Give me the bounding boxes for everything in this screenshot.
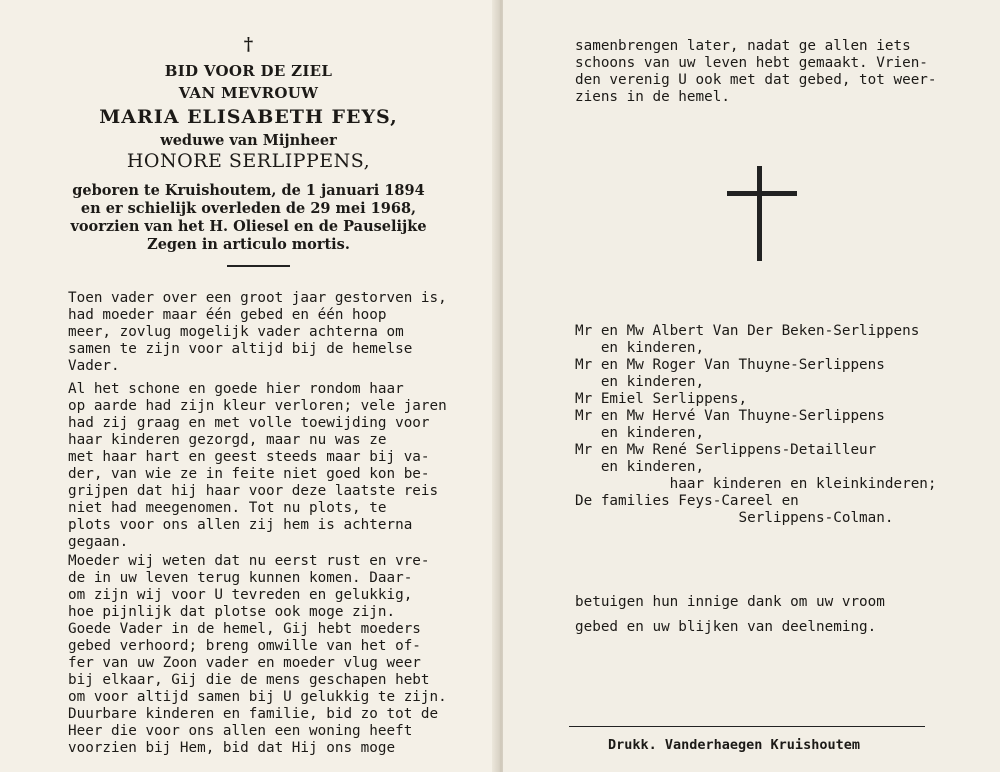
articulo-line: Zegen in articulo mortis. [147, 236, 350, 253]
family-list: Mr en Mw Albert Van Der Beken-Serlippens en kinderen, Mr en Mw Roger Van Thuyne-Serlippens en kinderen, Mr Emiel Serlippens, Mr en Mw Hervé Van Thuyne-Serlippens en kinderen, Mr en Mw René Serlippens-Detailleur en kinderen, haar kinderen en kleinkinderen; De families Feys-Careel en Serlippens-Colman. [575, 323, 937, 526]
heading-line-1: BID VOOR DE ZIEL [164, 62, 333, 80]
divider [227, 265, 290, 267]
birth-line: geboren te Kruishoutem, de 1 januari 1894 [72, 182, 425, 199]
thanks-text: betuigen hun innige dank om uw vroom gebed en uw blijken van deelneming. [575, 594, 885, 635]
husband-name: HONORE SERLIPPENS, [126, 150, 371, 172]
right-page [503, 0, 1000, 772]
prayer-continuation: samenbrengen later, nadat ge allen iets schoons van uw leven hebt gemaakt. Vrien- den verenig U ook met dat gebed, tot weer- ziens in de hemel. [575, 38, 937, 105]
paragraph-1: Toen vader over een groot jaar gestorven is, had moeder maar één gebed en één hoop meer, zovlug mogelijk vader achterna om samen te zijn voor altijd bij de hemelse Vader. [68, 290, 447, 374]
left-page [0, 0, 497, 772]
deceased-name: MARIA ELISABETH FEYS, [99, 106, 398, 128]
death-line: en er schielijk overleden de 29 mei 1968, [80, 200, 417, 217]
paragraph-3: Moeder wij weten dat nu eerst rust en vre- de in uw leven terug kunnen komen. Daar- om zijn wij voor U tevreden en gelukkig, hoe pijnlijk dat plotse ook moge zijn. Goede Vader in de hemel, Gij hebt moeders gebed verhoord; breng omwille van het of- fer van uw Zoon vader en moeder vlug weer bij elkaar, Gij die de mens geschapen hebt om voor altijd samen bij U gelukkig te zijn. Duurbare kinderen en familie, bid zo tot de Heer die voor ons allen een woning heeft voorzien bij Hem, bid dat Hij ons moge [68, 553, 447, 756]
printer-credit: Drukk. Vanderhaegen Kruishoutem [608, 737, 860, 753]
sacrament-line: voorzien van het H. Oliesel en de Pauselijke [70, 218, 427, 235]
widow-line: weduwe van Mijnheer [160, 132, 337, 149]
heading-line-2: VAN MEVROUW [178, 84, 319, 102]
small-cross-icon: † [243, 34, 254, 55]
footer-rule [569, 726, 925, 727]
paragraph-2: Al het schone en goede hier rondom haar op aarde had zijn kleur verloren; vele jaren had zij graag en met volle toewijding voor haar kinderen gezorgd, maar nu was ze met haar hart en geest steeds maar bij va- der, van wie ze in feite niet goed kon be- grijpen dat hij haar voor deze laatste reis niet had meegenomen. Tot nu plots, te plots voor ons allen zij hem is achterna gegaan. [68, 381, 447, 550]
